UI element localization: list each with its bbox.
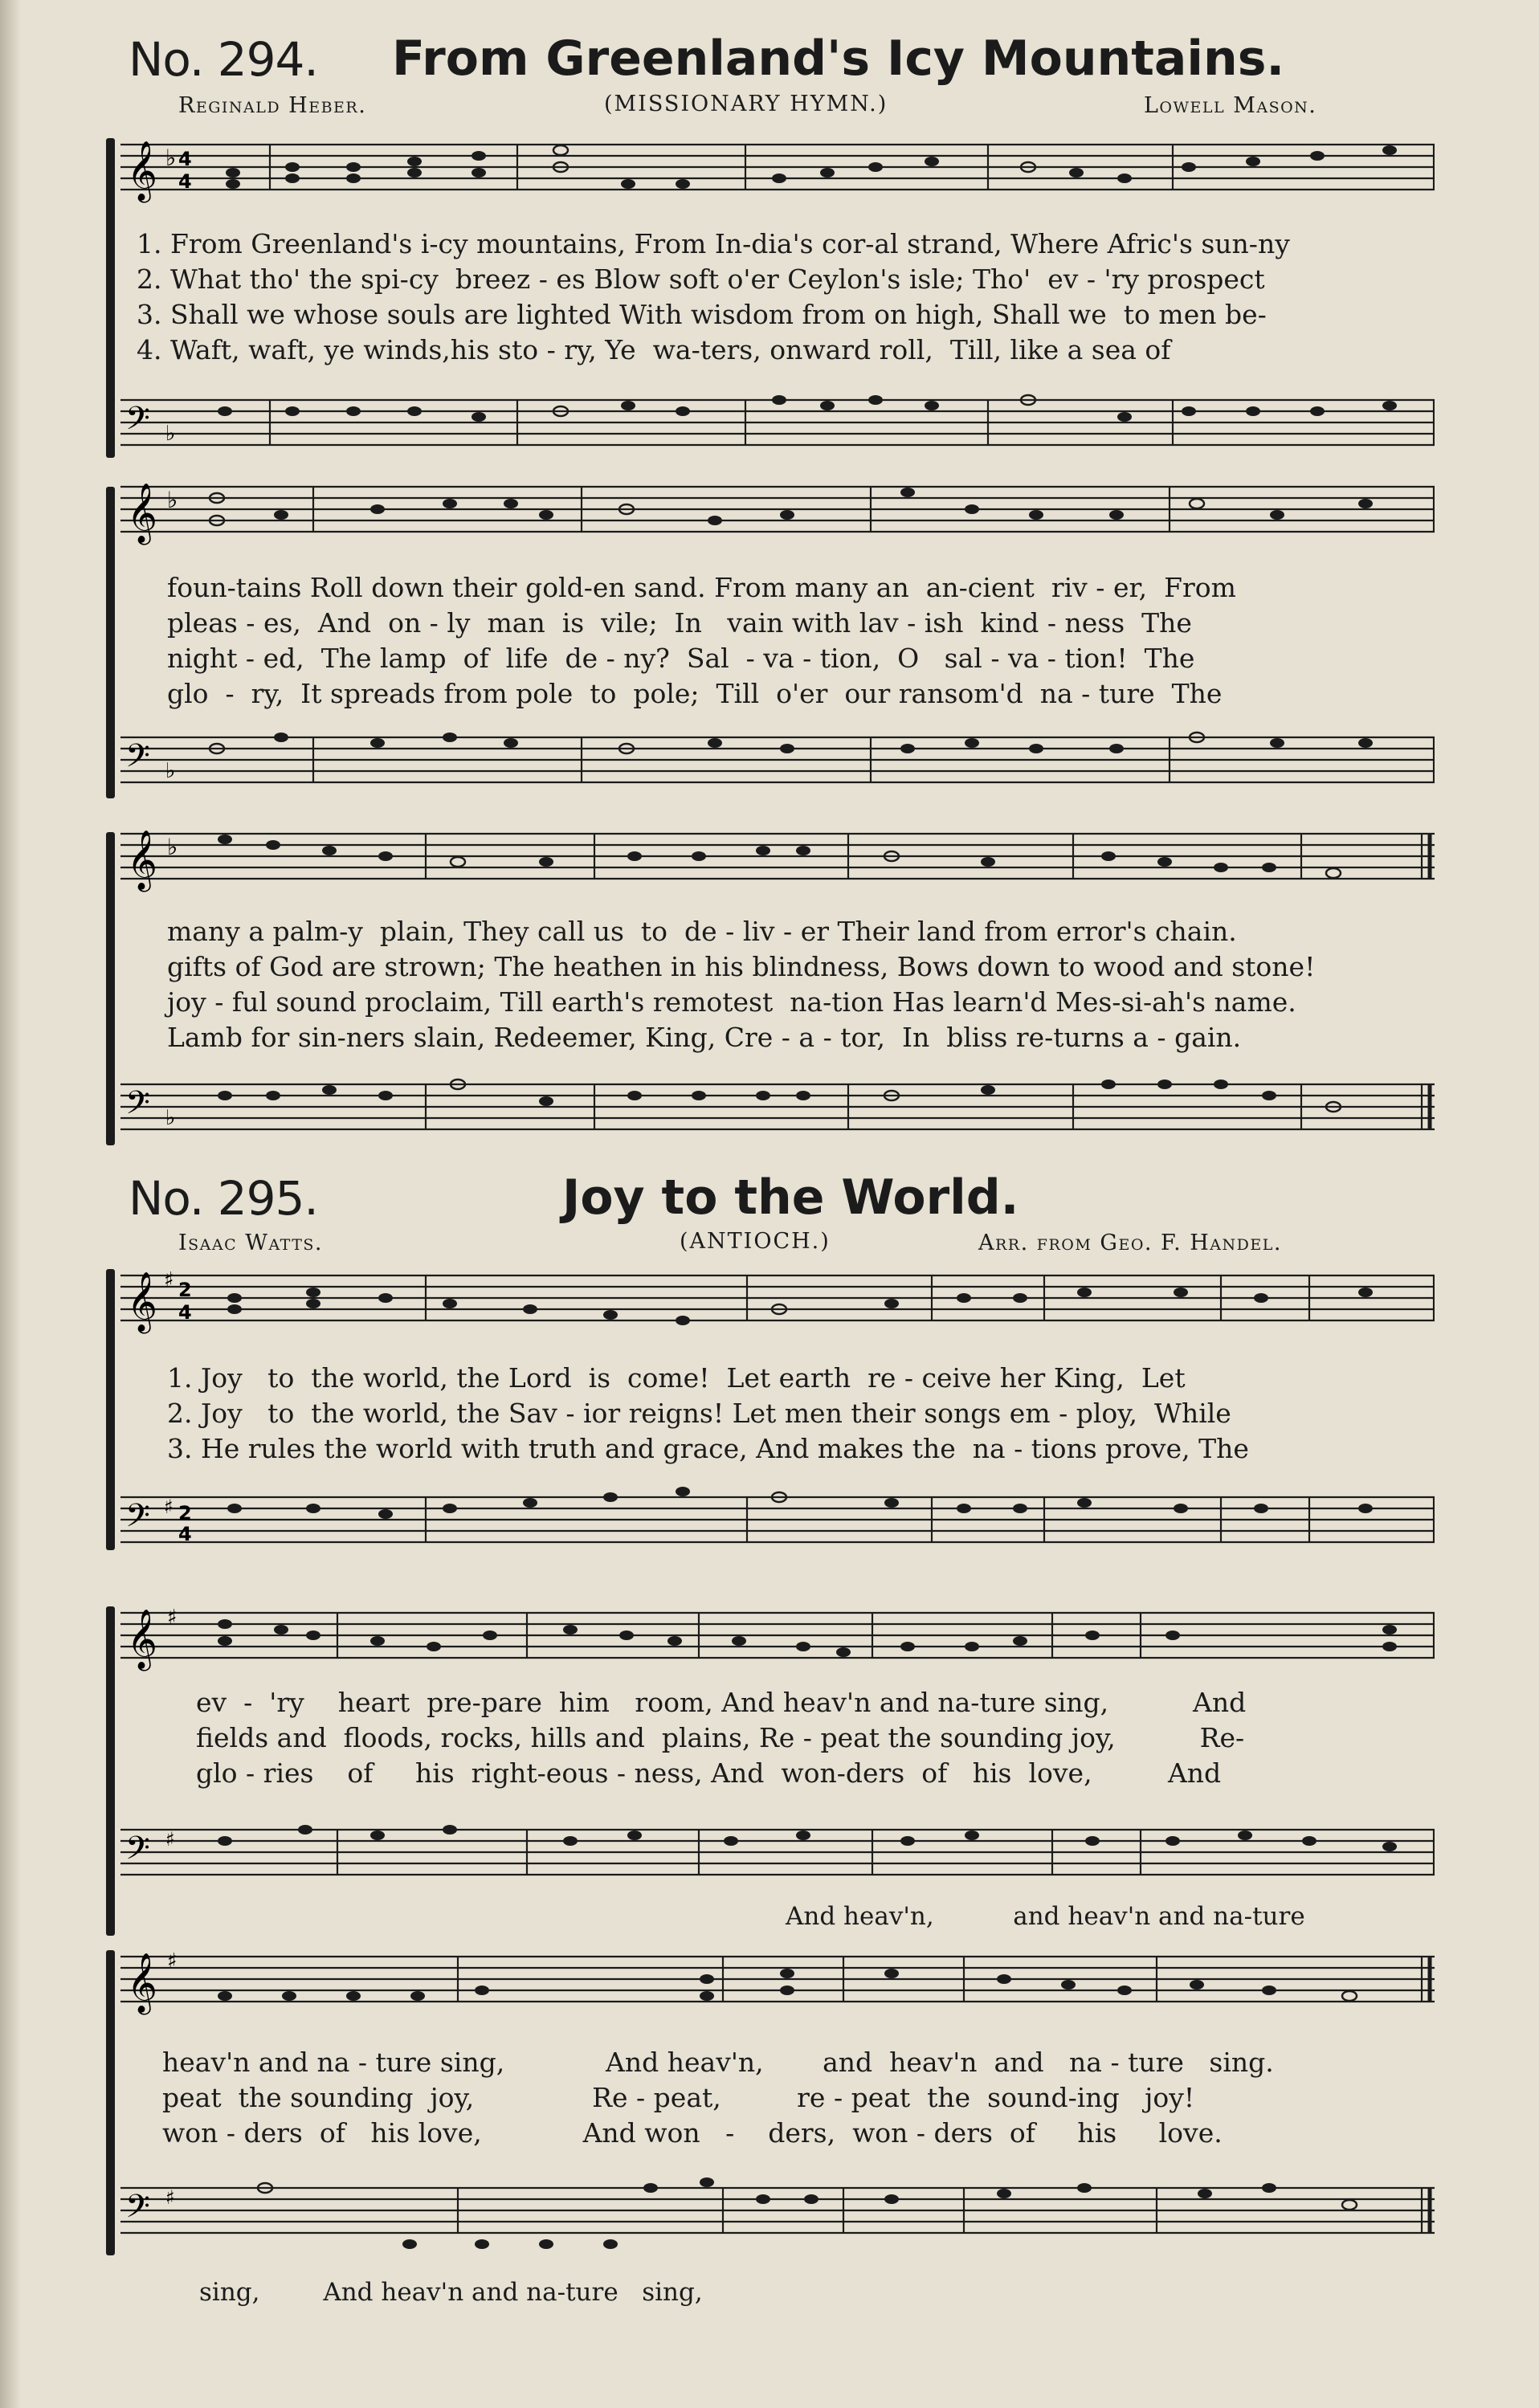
hymn-294-s1-verse-2: 2. What tho' the spi-cy breez - es Blow soft o'er Ceylon's isle; Tho' ev - 'ry prospect — [137, 263, 1265, 295]
hymn-294-s2-verse-2: pleas - es, And on - ly man is vile; In vain with lav - ish kind - ness The — [167, 607, 1192, 639]
hymn-295-number: No. 295. — [129, 1171, 318, 1226]
treble-staff — [120, 1269, 1435, 1341]
page-edge-shadow — [0, 0, 21, 2408]
svg-text:𝄢: 𝄢 — [125, 1830, 150, 1875]
svg-text:𝄞: 𝄞 — [127, 831, 157, 890]
hymn-295-s1-verse-2: 2. Joy to the world, the Sav - ior reigns! Let men their songs em - ploy, While — [167, 1398, 1231, 1429]
svg-text:𝄢: 𝄢 — [125, 737, 150, 782]
hymn-294-s1-verse-1: 1. From Greenland's i-cy mountains, From In-dia's cor-al strand, Where Afric's sun-ny — [137, 228, 1290, 259]
svg-text:2: 2 — [178, 1279, 192, 1301]
system-brace — [106, 1606, 115, 1936]
svg-text:♯: ♯ — [167, 1606, 178, 1630]
hymn-295-author: Isaac Watts. — [178, 1231, 323, 1255]
hymn-294-tune: (MISSIONARY HYMN.) — [604, 92, 888, 116]
hymn-294-number: No. 294. — [129, 32, 318, 87]
hymn-294-s3-verse-1: many a palm-y plain, They call us to de - liv - er Their land from error's chain. — [167, 916, 1237, 947]
svg-text:4: 4 — [178, 1301, 192, 1324]
system-brace — [106, 487, 115, 798]
hymn-295-s2-verse-3: glo - ries of his right-eous - ness, And won-ders of his love, And — [196, 1757, 1222, 1789]
system-brace — [106, 138, 115, 458]
bass-staff — [120, 1818, 1435, 1891]
svg-text:𝄞: 𝄞 — [127, 1610, 157, 1669]
svg-text:𝄢: 𝄢 — [125, 400, 150, 445]
treble-staff — [120, 480, 1435, 553]
hymn-294-composer: Lowell Mason. — [1144, 93, 1317, 118]
hymn-294-author: Reginald Heber. — [178, 93, 367, 118]
svg-text:♯: ♯ — [167, 1950, 178, 1973]
treble-staff — [120, 138, 1435, 210]
hymn-295-s1-verse-3: 3. He rules the world with truth and grace, And makes the na - tions prove, The — [167, 1433, 1249, 1464]
hymn-295-s3-verse-3: won - ders of his love, And won - ders, won - ders of his love. — [162, 2117, 1223, 2149]
svg-text:4: 4 — [178, 1523, 192, 1545]
hymn-294-s1-verse-3: 3. Shall we whose souls are lighted With wisdom from on high, Shall we to men be- — [137, 299, 1267, 330]
treble-staff — [120, 1950, 1435, 2022]
svg-text:𝄢: 𝄢 — [125, 1084, 150, 1129]
hymn-295-s2-bass-cue: And heav'n, and heav'n and na-ture — [786, 1902, 1305, 1931]
svg-text:𝄞: 𝄞 — [127, 141, 157, 201]
svg-text:♯: ♯ — [165, 1828, 175, 1851]
system-brace — [106, 1269, 115, 1550]
hymn-295-s2-verse-2: fields and floods, rocks, hills and plains, Re - peat the sounding joy, Re- — [196, 1722, 1245, 1753]
svg-text:𝄢: 𝄢 — [125, 2188, 150, 2233]
svg-text:𝄢: 𝄢 — [125, 1497, 150, 1542]
treble-staff — [120, 827, 1435, 900]
bass-staff — [120, 1073, 1435, 1145]
hymn-295-s3-verse-1: heav'n and na - ture sing, And heav'n, and heav'n and na - ture sing. — [162, 2047, 1274, 2078]
bass-staff — [120, 1486, 1435, 1558]
bass-staff — [120, 389, 1435, 461]
svg-text:♭: ♭ — [167, 487, 178, 513]
hymn-295-title: Joy to the World. — [562, 1169, 1019, 1226]
treble-staff — [120, 1606, 1435, 1679]
hymn-294-title: From Greenland's Icy Mountains. — [392, 31, 1285, 87]
hymn-295-s3-verse-2: peat the sounding joy, Re - peat, re - peat the sound-ing joy! — [162, 2082, 1195, 2113]
hymn-295-s3-bass-cue: sing, And heav'n and na-ture sing, — [199, 2278, 703, 2307]
hymn-295-tune: (ANTIOCH.) — [680, 1229, 831, 1254]
hymn-294-s3-verse-2: gifts of God are strown; The heathen in his blindness, Bows down to wood and stone! — [167, 951, 1316, 982]
svg-text:4: 4 — [178, 170, 192, 193]
svg-text:𝄞: 𝄞 — [127, 1272, 157, 1332]
bass-staff — [120, 2177, 1435, 2249]
system-brace — [106, 832, 115, 1145]
svg-text:♭: ♭ — [165, 1106, 176, 1130]
svg-text:𝄞: 𝄞 — [127, 1953, 157, 2013]
svg-text:𝄞: 𝄞 — [127, 484, 157, 543]
hymn-294-s2-verse-3: night - ed, The lamp of life de - ny? Sal - va - tion, O sal - va - tion! The — [167, 643, 1195, 674]
hymn-294-s3-verse-4: Lamb for sin-ners slain, Redeemer, King, Cre - a - tor, In bliss re-turns a - gain. — [167, 1022, 1242, 1053]
svg-text:♭: ♭ — [165, 422, 176, 446]
svg-text:♯: ♯ — [165, 2186, 175, 2209]
svg-text:4: 4 — [178, 148, 192, 170]
hymn-294-s2-verse-1: foun-tains Roll down their gold-en sand. From many an an-cient riv - er, From — [167, 572, 1236, 603]
hymn-294-s2-verse-4: glo - ry, It spreads from pole to pole; Till o'er our ransom'd na - ture The — [167, 678, 1223, 709]
hymn-294-s1-verse-4: 4. Waft, waft, ye winds,his sto - ry, Ye wa-ters, onward roll, Till, like a sea of — [137, 334, 1171, 365]
system-brace — [106, 1950, 115, 2255]
svg-text:♭: ♭ — [165, 759, 176, 783]
hymn-295-s1-verse-1: 1. Joy to the world, the Lord is come! Let earth re - ceive her King, Let — [167, 1362, 1186, 1394]
hymn-295-composer: Arr. from Geo. F. Handel. — [978, 1231, 1282, 1255]
svg-text:♯: ♯ — [164, 1496, 173, 1518]
hymn-294-s3-verse-3: joy - ful sound proclaim, Till earth's remotest na-tion Has learn'd Mes-si-ah's name. — [167, 986, 1296, 1018]
bass-staff — [120, 726, 1435, 798]
svg-text:2: 2 — [178, 1502, 192, 1524]
hymn-295-s2-verse-1: ev - 'ry heart pre-pare him room, And heav'n and na-ture sing, And — [196, 1687, 1247, 1718]
svg-text:♭: ♭ — [165, 145, 177, 171]
svg-text:♭: ♭ — [167, 834, 178, 860]
svg-text:♯: ♯ — [164, 1269, 174, 1292]
